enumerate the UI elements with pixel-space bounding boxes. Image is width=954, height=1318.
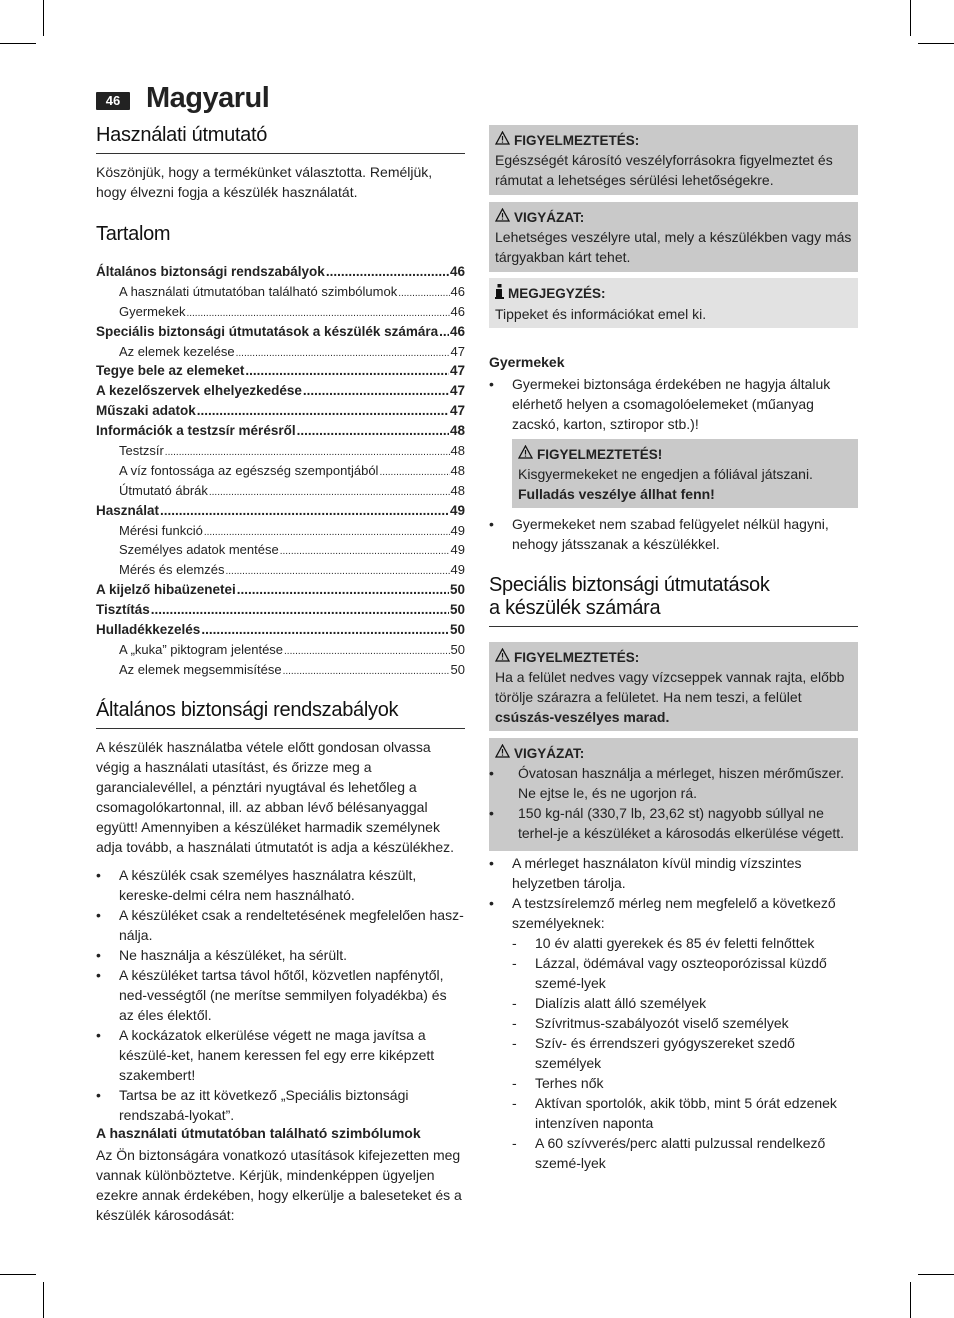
warning-title: FIGYELMEZTETÉS: (514, 132, 640, 148)
toc-entry (96, 600, 465, 620)
warning-text: Egészségét károsító veszélyforrásokra figyelmeztet és rámutat a lehetséges sérülési lehetőségekre. (495, 152, 833, 188)
toc-entry-page: 48 (450, 482, 465, 498)
toc-entry-page: 50 (449, 582, 465, 598)
toc-entry-page: 46 (450, 283, 465, 299)
warning-triangle-icon (495, 208, 510, 227)
toc-entry-label: Használat (96, 502, 160, 518)
toc-leader-dots (297, 421, 449, 441)
warning-text-bold: csúszás-veszélyes marad. (495, 709, 670, 725)
toc-leader-dots (284, 640, 450, 662)
toc-leader-dots (236, 342, 450, 364)
toc-leader-dots (201, 620, 449, 640)
toc-entry (96, 282, 465, 302)
toc-entry-label: Tegye bele az elemeket (96, 363, 245, 379)
list-item: • Óvatosan használja a mérleget, hiszen mérőműszer. Ne ejtse le, és ne ugorjon rá. (489, 763, 852, 803)
list-item: • A készüléket csak a rendeltetésének megfelelően hasz-nálja. (96, 905, 465, 945)
toc-entry (96, 481, 465, 501)
toc-entry-label: Mérés és elemzés (119, 562, 225, 578)
toc-leader-dots (204, 521, 450, 543)
warning-text (495, 667, 852, 727)
children-heading: Gyermekek (489, 354, 565, 370)
toc-entry-page: 46 (450, 303, 465, 319)
intro-text: Köszönjük, hogy a termékünket választotta. Reméljük, hogy élvezni fogja a készülék használatát. (96, 164, 433, 200)
safety-intro: A készülék használatba vétele előtt gondosan olvassa végig a használati utasítást, és őrizze meg a garancialevéllel, a pénztári nyugtával és lehetőleg a csomagolókartonnal, ill. az abban lévő bélésanyaggal együtt! Amennyiben a készüléket harmadik személynek adja tovább, a használati útmutatót is adja a készülékhez. (96, 739, 454, 855)
list-item: • A mérleget használaton kívül mindig vízszintes helyzetben tárolja. (489, 853, 858, 893)
toc-entry-label: Az elemek kezelése (119, 343, 235, 359)
toc-leader-dots (186, 302, 449, 324)
toc-entry-label: Információk a testzsír mérésről (96, 423, 296, 439)
list-item: - Terhes nők (512, 1073, 858, 1093)
toc-entry-label: A használati útmutatóban található szimbólumok (119, 283, 398, 299)
list-item: - 10 év alatti gyerekek és 85 év feletti felnőttek (512, 933, 858, 953)
list-item: • A testzsírelemző mérleg nem megfelelő a következő személyeknek: (489, 893, 858, 933)
warning-title: FIGYELMEZTETÉS: (514, 649, 640, 665)
special-heading (489, 574, 858, 627)
toc-entry-page: 50 (449, 622, 465, 638)
list-item: • Gyermekeket nem szabad felügyelet nélkül hagyni, nehogy játsszanak a készülékkel. (489, 514, 858, 554)
toc-entry-page: 48 (450, 462, 465, 478)
caution-box (489, 202, 858, 272)
toc-entry-label: Általános biztonsági rendszabályok (96, 264, 325, 279)
note-text: Tippeket és információkat emel ki. (495, 306, 707, 322)
list-item: - Aktívan sportolók, akik több, mint 5 órát edzenek intenzíven naponta (512, 1093, 858, 1133)
note-title: MEGJEGYZÉS: (508, 286, 606, 301)
toc-leader-dots (245, 361, 449, 381)
toc-entry-page: 46 (449, 264, 465, 279)
safety-heading: Általános biztonsági rendszabályok (96, 699, 465, 729)
special-heading-line1: Speciális biztonsági útmutatások (489, 574, 770, 596)
warning-triangle-icon (495, 648, 510, 667)
toc-entry-label: Speciális biztonsági útmutatások a készülék számára (96, 323, 439, 339)
toc-entry (96, 521, 465, 541)
warning-triangle-icon (495, 131, 510, 150)
list-item: - A 60 szívverés/perc alatti pulzussal rendelkező szemé-lyek (512, 1133, 858, 1173)
list-item: - Dialízis alatt álló személyek (512, 993, 858, 1013)
toc-entry (96, 441, 465, 461)
warning-box-children (512, 439, 858, 508)
list-item: - Szívritmus-szabályozót viselő személyek (512, 1013, 858, 1033)
toc-entry (96, 560, 465, 580)
caution-text: Lehetséges veszélyre utal, mely a készülékben vagy más tárgyakban kárt tehet. (495, 229, 852, 265)
toc-leader-dots (225, 560, 449, 582)
toc-entry (96, 501, 465, 521)
toc-heading: Tartalom (96, 223, 171, 245)
toc-entry-label: A „kuka” piktogram jelentése (119, 641, 284, 657)
toc-leader-dots (326, 262, 449, 282)
toc-leader-dots (160, 501, 449, 521)
toc-entry-page: 47 (449, 403, 465, 419)
toc-entry (96, 660, 465, 680)
toc-entry-label: Tisztítás (96, 602, 150, 618)
toc-entry-page: 49 (450, 562, 465, 578)
list-item: • A kockázatok elkerülése végett ne maga javítsa a készülé-ket, hanem keressen fel egy erre kiképzett szakembert! (96, 1025, 465, 1085)
list-item: - Lázzal, ödémával vagy oszteoporózissal küzdő szemé-lyek (512, 953, 858, 993)
symbols-text: Az Ön biztonságára vonatkozó utasítások kifejezetten meg vannak különböztetve. Kérjük, mindenképpen ügyeljen ezekre annak érdekében, hogy elkerülje a baleseteket és a készülék károsodását: (96, 1147, 462, 1223)
toc-entry (96, 381, 465, 401)
warning-bold-text: Fulladás veszélye állhat fenn! (518, 486, 715, 502)
toc-leader-dots (303, 381, 449, 401)
toc-entry-label: Gyermekek (119, 303, 186, 319)
toc-leader-dots (398, 282, 449, 304)
toc-entry-page: 50 (450, 661, 465, 677)
warning-box (489, 125, 858, 195)
toc-entry-label: A víz fontossága az egészség szempontjából (119, 462, 379, 478)
toc-entry (96, 421, 465, 441)
list-item: • Ne használja a készüléket, ha sérült. (96, 945, 465, 965)
caution-box-scale (489, 738, 858, 851)
toc-leader-dots (209, 481, 450, 503)
caution-title: VIGYÁZAT: (514, 745, 585, 761)
toc-entry-label: A kezelőszervek elhelyezkedése (96, 383, 302, 399)
toc-leader-dots (237, 580, 449, 600)
toc-entry-page: 49 (449, 502, 465, 518)
toc-entry (96, 620, 465, 640)
toc-entry-page: 48 (449, 423, 465, 439)
crop-mark (918, 43, 954, 44)
toc-entry (96, 342, 465, 362)
language-title: Magyarul (146, 82, 270, 114)
toc-entry-label: Testzsír (119, 443, 164, 459)
note-box (489, 278, 858, 328)
toc-leader-dots (439, 322, 449, 342)
warning-triangle-icon (518, 445, 533, 464)
toc-entry (96, 361, 465, 381)
toc-entry-label: Útmutató ábrák (119, 482, 208, 498)
toc-entry-label: Mérési funkció (119, 522, 203, 538)
warning-text-normal: Ha a felület nedves vagy vízcseppek vannak rajta, előbb törölje szárazra a felületet. Ha nem teszi, a felület (495, 669, 845, 705)
list-item: • 150 kg-nál (330,7 lb, 23,62 st) nagyobb súllyal ne terhel-je a készüléket a károsodás elkerülése végett. (489, 803, 852, 843)
toc-entry-page: 49 (450, 542, 465, 558)
crop-mark (910, 0, 911, 36)
toc-entry-page: 50 (450, 641, 465, 657)
toc-entry-label: A kijelző hibaüzenetei (96, 582, 236, 598)
toc-entry (96, 262, 465, 282)
warning-triangle-icon (495, 744, 510, 763)
warning-title: FIGYELMEZTETÉS! (537, 446, 663, 462)
caution-title: VIGYÁZAT: (514, 209, 585, 225)
dash-list (512, 933, 858, 1173)
toc-entry-label: Műszaki adatok (96, 403, 196, 419)
toc-leader-dots (165, 441, 450, 463)
toc-entry-page: 47 (449, 363, 465, 379)
toc-leader-dots (280, 540, 450, 562)
warning-text: Kisgyermekeket ne engedjen a fóliával játszani. (518, 466, 813, 482)
list-item: • Tartsa be az itt következő „Speciális biztonsági rendszabá-lyokat”. (96, 1085, 465, 1125)
toc-leader-dots (283, 660, 450, 682)
crop-mark (918, 1274, 954, 1275)
toc-leader-dots (151, 600, 449, 620)
list-item: • Gyermekei biztonsága érdekében ne hagyja általuk elérhető helyen a csomagolóelemeket (műanyag zacskó, karton, sztiropor stb.)! (489, 374, 858, 434)
crop-mark (43, 0, 44, 36)
toc-entry-page: 49 (450, 522, 465, 538)
toc-entry (96, 640, 465, 660)
list-item: • A készüléket tartsa távol hőtől, közvetlen napfénytől, ned-vességtől (ne merítse semmilyen folyadékba) és az éles élektől. (96, 965, 465, 1025)
symbols-heading: A használati útmutatóban található szimbólumok (96, 1125, 421, 1141)
toc-entry-page: 47 (450, 343, 465, 359)
toc-leader-dots (379, 461, 449, 483)
list-item: • A készülék csak személyes használatra készült, kereske-delmi célra nem használható. (96, 865, 465, 905)
crop-mark (43, 1282, 44, 1318)
toc-entry-page: 50 (449, 602, 465, 618)
toc-entry (96, 461, 465, 481)
safety-bullets (96, 865, 465, 1125)
crop-mark (0, 43, 36, 44)
toc-entry (96, 580, 465, 600)
toc-entry (96, 302, 465, 322)
info-icon (495, 284, 504, 304)
list-item: - Szív- és érrendszeri gyógyszereket szedő személyek (512, 1033, 858, 1073)
toc-entry (96, 322, 465, 342)
toc-entry-label: Személyes adatok mentése (119, 542, 279, 558)
table-of-contents (96, 262, 465, 680)
toc-leader-dots (197, 401, 449, 421)
toc-entry-label: Az elemek megsemmisítése (119, 661, 282, 677)
toc-entry-label: Hulladékkezelés (96, 622, 201, 638)
warning-box-surface (489, 642, 858, 731)
crop-mark (0, 1274, 36, 1275)
toc-entry-page: 46 (449, 323, 465, 339)
usage-heading: Használati útmutató (96, 124, 465, 154)
toc-entry (96, 540, 465, 560)
crop-mark (910, 1282, 911, 1318)
toc-entry (96, 401, 465, 421)
toc-entry-page: 47 (449, 383, 465, 399)
page-number: 46 (96, 92, 130, 110)
toc-entry-page: 48 (450, 443, 465, 459)
special-heading-line2: a készülék számára (489, 597, 661, 619)
